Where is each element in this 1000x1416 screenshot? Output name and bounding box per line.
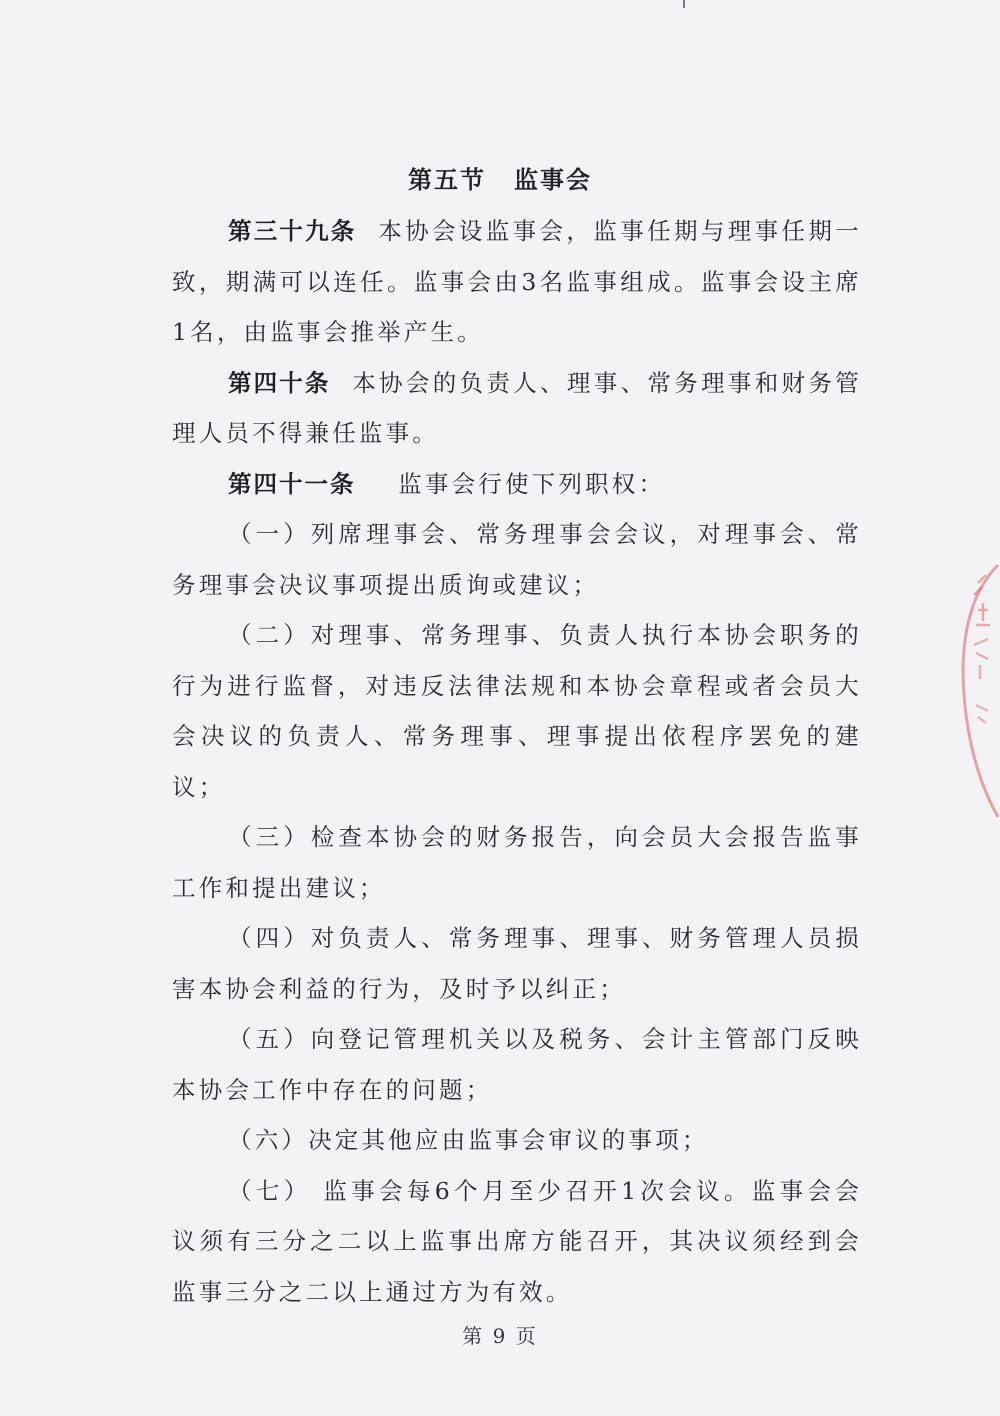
body-text [172, 206, 862, 1317]
article-text: 本协会设监事会，监事任期与理事任期一致，期满可以连任。监事会由3名监事组成。监事会设主席1名，由监事会推举产生。 [172, 217, 863, 346]
list-item: （六）决定其他应由监事会审议的事项； [228, 1126, 709, 1154]
article-text: 本协会的负责人、理事、常务理事和财务管理人员不得兼任监事。 [172, 368, 862, 447]
article-number: 第四十条 [228, 368, 331, 397]
section-heading [0, 160, 1000, 195]
section-label: 第五节 [408, 165, 486, 194]
article-text: 监事会行使下列职权： [398, 469, 666, 498]
article-40 [172, 358, 862, 459]
list-item: （二）对理事、常务理事、负责人执行本协会职务的行为进行监督，对违反法律法规和本协会章程或者会员大会决议的负责人、常务理事、理事提出依程序罢免的建议； [172, 621, 862, 801]
list-item: （五）向登记管理机关以及税务、会计主管部门反映本协会工作中存在的问题； [172, 1025, 862, 1104]
article-39 [172, 206, 862, 358]
article-number: 第四十一条 [228, 469, 356, 498]
article-41 [172, 459, 862, 510]
section-title: 监事会 [514, 165, 592, 194]
list-item: （三）检查本协会的财务报告，向会员大会报告监事工作和提出建议； [172, 823, 862, 902]
list-item: （七） 监事会每6个月至少召开1次会议。监事会会议须有三分之二以上监事出席方能召开，其决议须经到会监事三分之二以上通过方为有效。 [172, 1176, 862, 1306]
list-item: （四）对负责人、常务理事、理事、财务管理人员损害本协会利益的行为，及时予以纠正； [172, 924, 862, 1003]
seal-stamp-fragment [958, 555, 1000, 825]
scan-mark [683, 0, 685, 8]
list-item: （一）列席理事会、常务理事会会议，对理事会、常务理事会决议事项提出质询或建议； [172, 520, 862, 599]
article-number: 第三十九条 [228, 217, 357, 245]
page-number: 第 9 页 [462, 1324, 538, 1348]
